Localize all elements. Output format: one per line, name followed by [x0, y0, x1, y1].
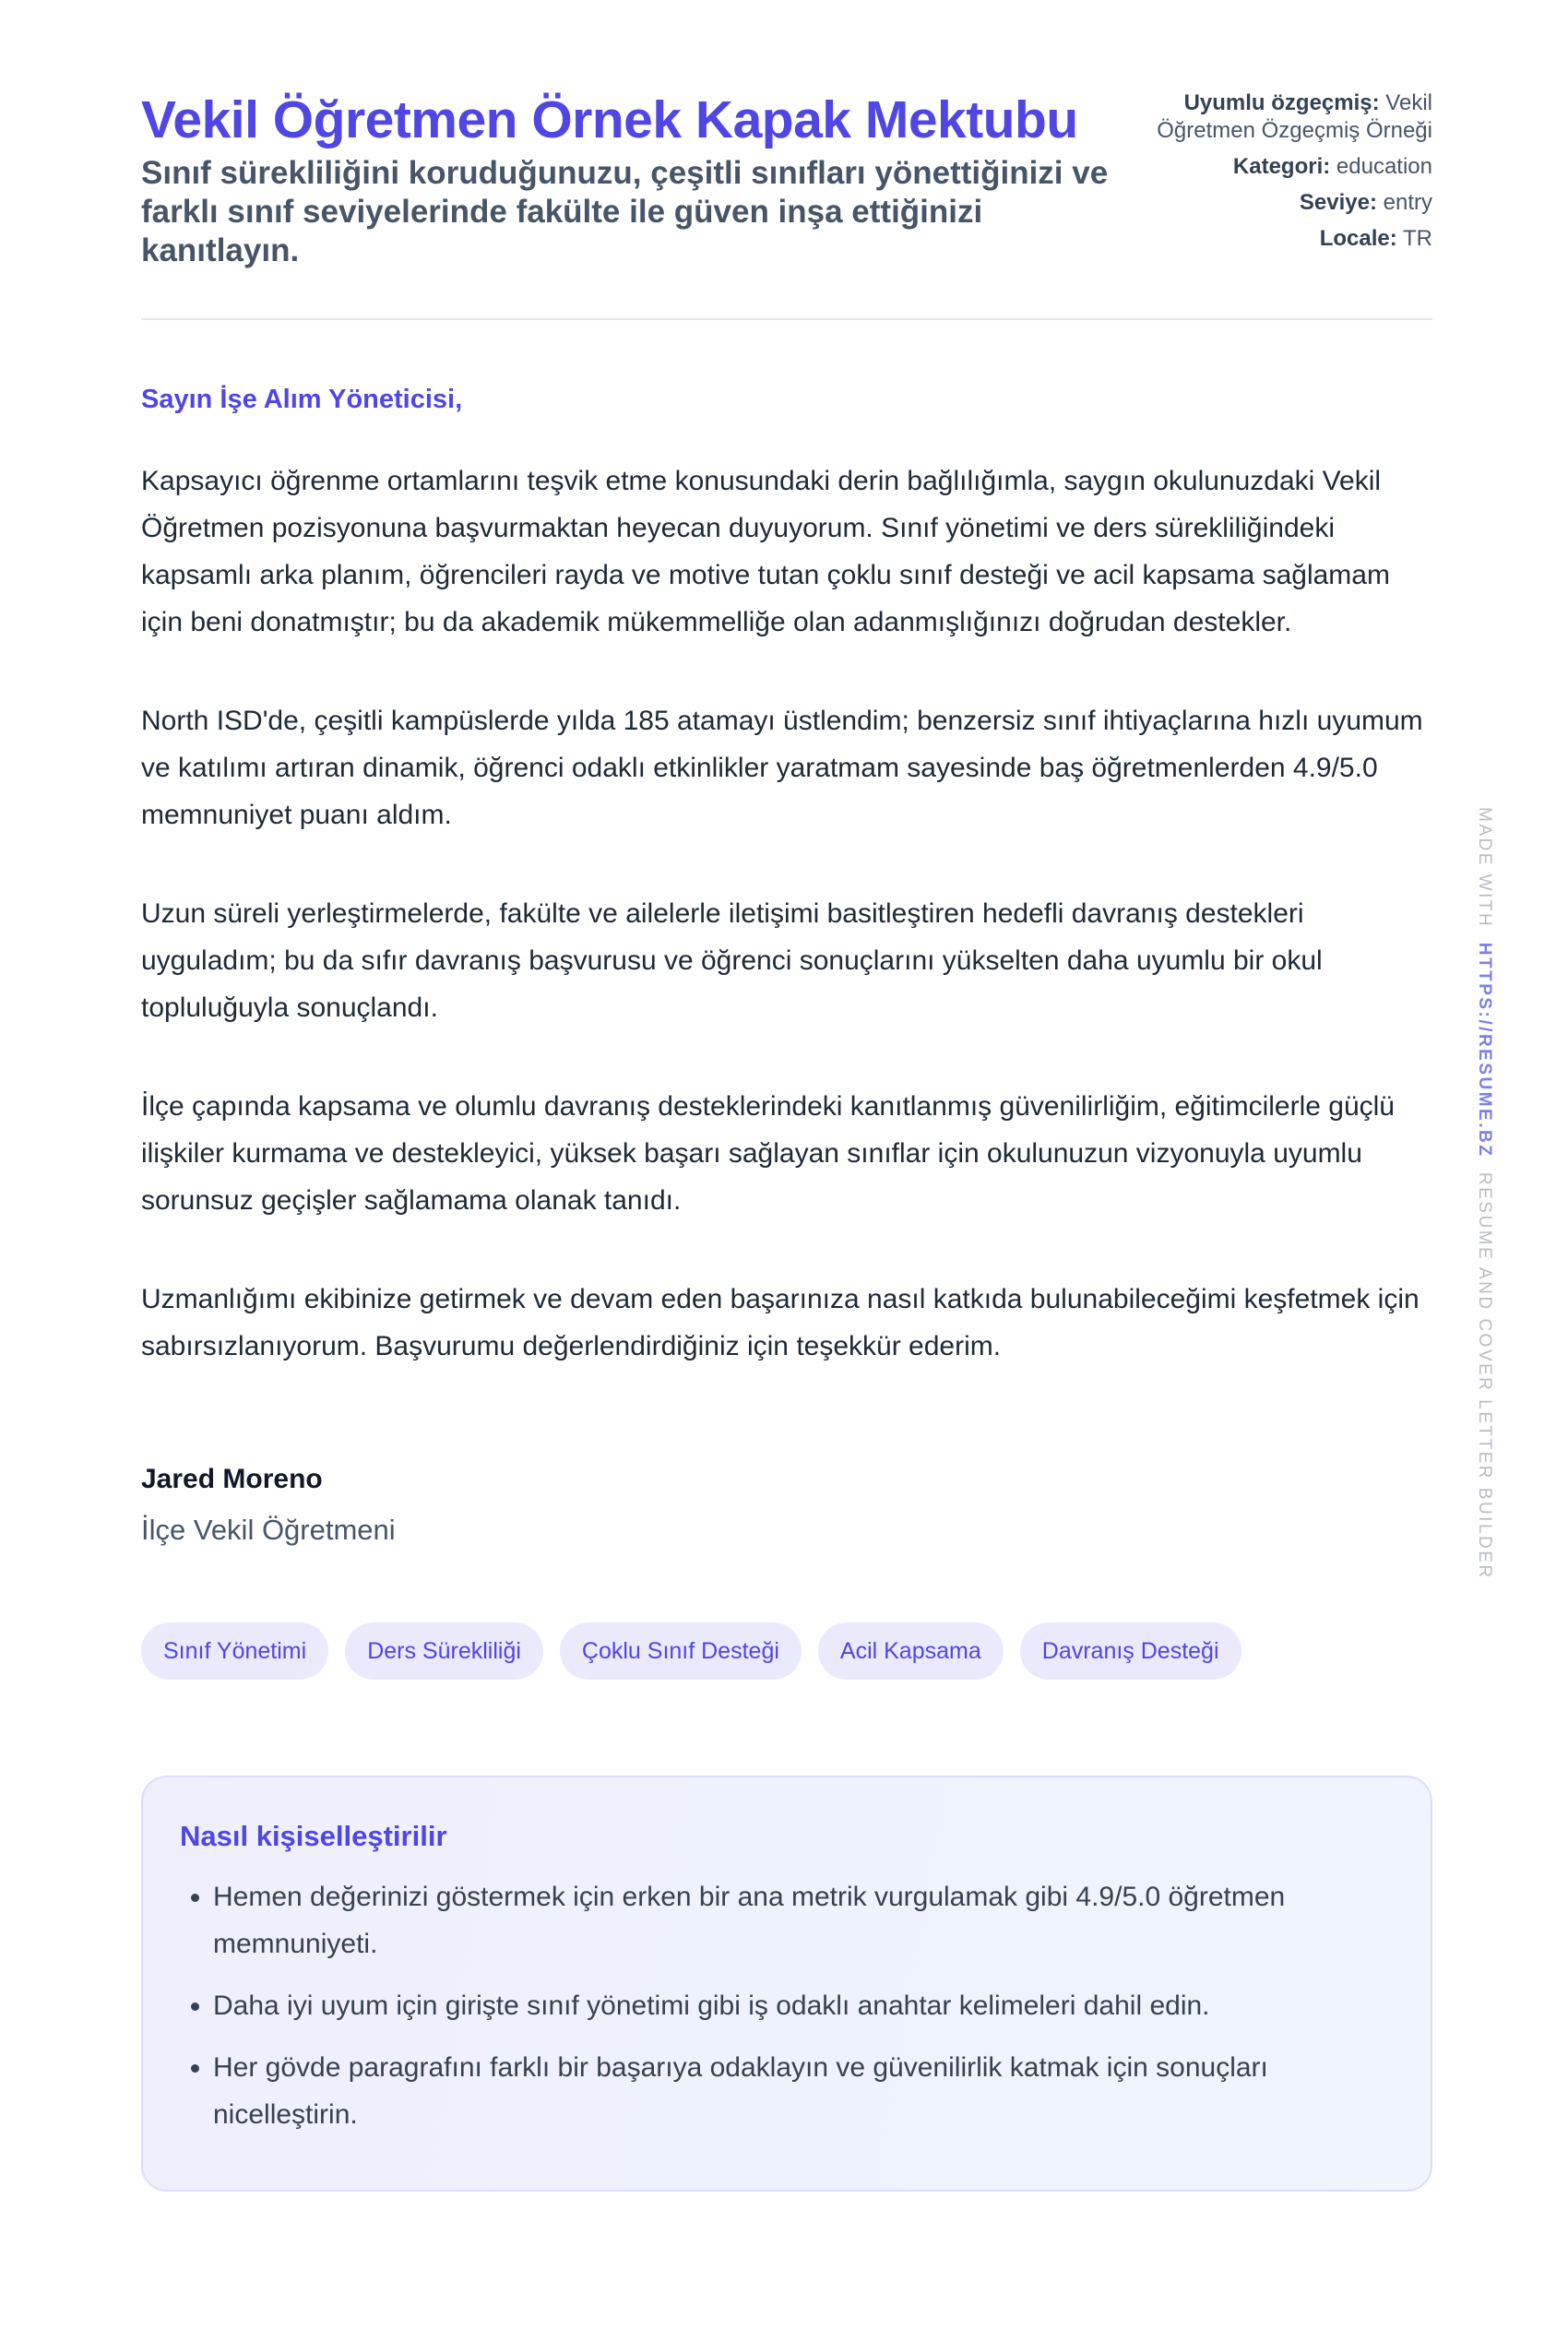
skill-tag: Sınıf Yönetimi — [141, 1622, 328, 1680]
header — [141, 88, 1432, 320]
skill-tag: Çoklu Sınıf Desteği — [560, 1622, 802, 1680]
cover-letter-page — [141, 88, 1432, 2192]
skill-tag: Acil Kapsama — [818, 1622, 1004, 1680]
meta-locale: Locale: TR — [1319, 226, 1432, 251]
tips-title: Nasıl kişiselleştirilir — [180, 1820, 447, 1852]
letter-paragraph: Kapsayıcı öğrenme ortamlarını teşvik etme konusundaki derin bağlılığımla, saygın okulunuzdaki Vekil Öğretmen pozisyonuna başvurmaktan heyecan duyuyorum. Sınıf yönetimi ve ders sürekliliğindeki kapsamlı arka planım, öğrencileri rayda ve motive tutan çoklu sınıf desteği ve acil kapsama sağlamam için beni donatmıştır; bu da akademik mükemmelliğe olan adanmışlığınızı doğrudan destekler. — [141, 466, 1390, 637]
meta-resume: Uyumlu özgeçmiş: Vekil Öğretmen Özgeçmiş Örneği — [1157, 90, 1432, 143]
meta-info — [1156, 89, 1432, 261]
skill-tags — [141, 1622, 1432, 1680]
signature-name: Jared Moreno — [141, 1464, 323, 1494]
letter-paragraph: North ISD'de, çeşitli kampüslerde yılda 185 atamayı üstlendim; benzersiz sınıf ihtiyaçlarına hızlı uyumum ve katılımı artıran dinamik, öğrenci odaklı etkinlikler yaratmam sayesinde baş öğretmenlerden 4.9/5.0 memnuniyet puanı aldım. — [141, 706, 1423, 830]
tip-item: • Daha iyi uyum için girişte sınıf yönetimi gibi iş odaklı anahtar kelimeleri dahil edin. — [213, 1982, 1394, 2029]
watermark-link[interactable]: HTTPS://RESUME.BZ — [1475, 942, 1494, 1159]
letter-paragraph: İlçe çapında kapsama ve olumlu davranış desteklerindeki kanıtlanmış güvenilirliğim, eğitimcilerle güçlü ilişkiler kurmama ve destekleyici, yüksek başarı sağlayan sınıflar için okulunuzun vizyonuyla uyumlu sorunsuz geçişler sağlamama olanak tanıdı. — [141, 1091, 1395, 1216]
skill-tag: Davranış Desteği — [1020, 1622, 1241, 1680]
letter-greeting: Sayın İşe Alım Yöneticisi, — [141, 385, 463, 414]
page-subtitle: Sınıf sürekliliğini koruduğunuzu, çeşitli sınıfları yönettiğinizi ve farklı sınıf seviyelerinde fakülte ile güven inşa ettiğinizi kanıtlayın. — [141, 155, 1109, 268]
tip-item: • Her gövde paragrafını farklı bir başarıya odaklayın ve güvenilirlik katmak için sonuçları nicelleştirin. — [213, 2044, 1394, 2138]
customization-tips — [141, 1776, 1432, 2192]
skill-tag: Ders Sürekliliği — [345, 1622, 543, 1680]
meta-category: Kategori: education — [1232, 154, 1432, 179]
meta-level: Seviye: entry — [1299, 190, 1432, 215]
letter-paragraph: Uzmanlığımı ekibinize getirmek ve devam eden başarınıza nasıl katkıda bulunabileceğimi keşfetmek için sabırsızlanıyorum. Başvurumu değerlendirdiğiniz için teşekkür ederim. — [141, 1284, 1420, 1361]
signature-title: İlçe Vekil Öğretmeni — [141, 1514, 396, 1546]
letter-paragraph: Uzun süreli yerleştirmelerde, fakülte ve ailelerle iletişimi basitleştiren hedefli davranış destekleri uyguladım; bu da sıfır davranış başvurusu ve öğrenci sonuçlarını yükselten daha uyumlu bir okul topluluğuyla sonuçlandı. — [141, 898, 1323, 1023]
watermark: MADE WITH HTTPS://RESUME.BZ RESUME AND COVER LETTER BUILDER — [1475, 807, 1494, 1580]
page-title: Vekil Öğretmen Örnek Kapak Mektubu — [141, 90, 1078, 149]
letter-body — [141, 458, 1432, 1370]
tip-item: • Hemen değerinizi göstermek için erken bir ana metrik vurgulamak gibi 4.9/5.0 öğretmen memnuniyeti. — [213, 1873, 1394, 1967]
